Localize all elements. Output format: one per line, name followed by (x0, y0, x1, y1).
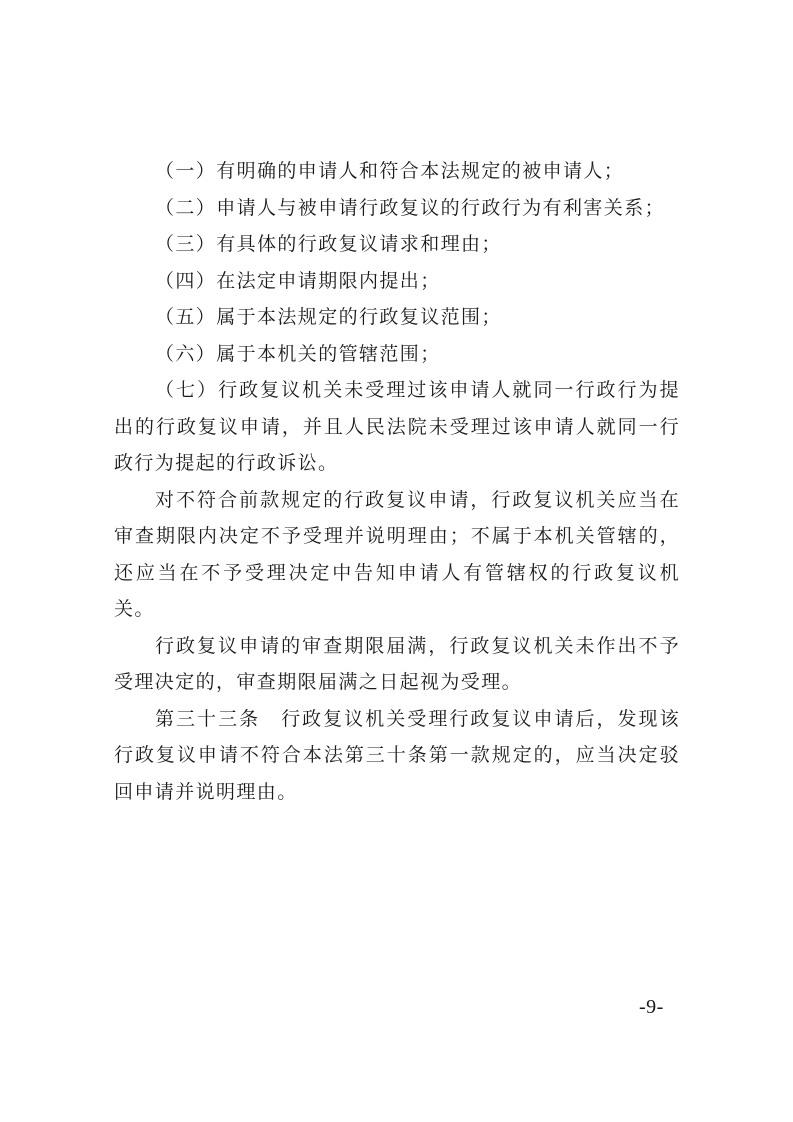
paragraph-condition-4: （四）在法定申请期限内提出； (155, 269, 441, 292)
page-number: -9- (639, 996, 664, 1018)
paragraph-article-33: 第三十三条 行政复议机关受理行政复议申请后，发现该行政复议申请不符合本法第三十条第一款规定的，应当决定驳回申请并说明理由。 (114, 707, 680, 803)
document-body (114, 153, 680, 810)
paragraph-condition-1: （一）有明确的申请人和符合本法规定的被申请人； (155, 160, 625, 182)
paragraph-nonconforming-application: 对不符合前款规定的行政复议申请，行政复议机关应当在审查期限内决定不予受理并说明理由；不属于本机关管辖的，还应当在不予受理决定中告知申请人有管辖权的行政复议机关。 (114, 488, 680, 620)
paragraph-deemed-accepted: 行政复议申请的审查期限届满，行政复议机关未作出不予受理决定的，审查期限届满之日起视为受理。 (114, 634, 680, 693)
paragraph-condition-7: （七）行政复议机关未受理过该申请人就同一行政行为提出的行政复议申请，并且人民法院未受理过该申请人就同一行政行为提起的行政诉讼。 (114, 379, 680, 474)
paragraph-condition-2: （二）申请人与被申请行政复议的行政行为有利害关系； (155, 196, 666, 219)
paragraph-condition-5: （五）属于本法规定的行政复议范围； (155, 306, 502, 328)
paragraph-condition-6: （六）属于本机关的管辖范围； (155, 342, 441, 365)
paragraph-condition-3: （三）有具体的行政复议请求和理由； (155, 233, 502, 255)
